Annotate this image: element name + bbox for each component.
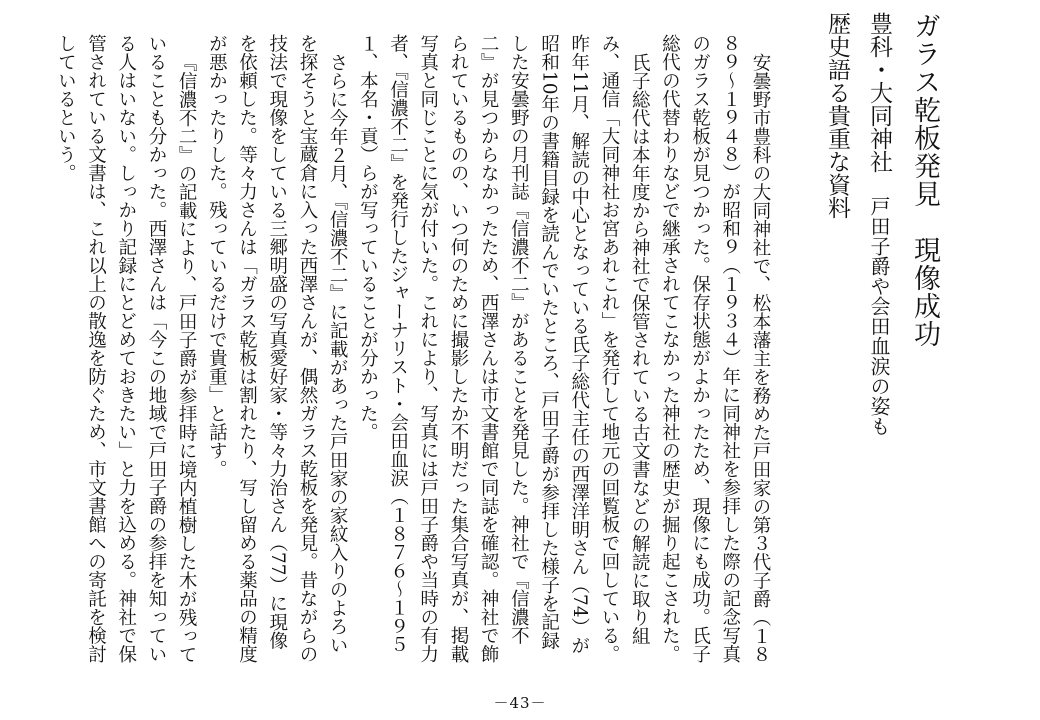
body-paragraph: 『信濃不二』の記載により、戸田子爵が参拝時に境内植樹した木が残っていることも分かった。西澤さんは「今この地域で戸田子爵の参拝を知っている人はいない。しっかり記録にとどめておきたい」と力を込める。神社で保管されている文書は、これ以上の散逸を防ぐため、市文書館への寄託を検討しているという。 [55, 34, 198, 663]
article-subtitle-2: 歴史語る貴重な資料 [824, 12, 850, 219]
body-paragraph: 氏子総代は本年度から神社で保管されている古文書などの解読に取り組み、通信「大同神社お宮あれこれ」を発行して地元の回覧板で回している。昨年11月、解読の中心となっている氏子総代主任の西澤洋明さん（74）が昭和10年の書籍目録を読んでいたところ、戸田子爵が参拝した様子を記録した安曇野の月刊誌『信濃不二』があることを発見した。神社で『信濃不二』が見つからなかったため、西澤さんは市文書館で同誌を確認。神社で飾られているものの、いつ何のために撮影したか不明だった集合写真が、掲載写真と同じことに気が付いた。これにより、写真には戸田子爵や当時の有力者、『信濃不二』を発行したジャーナリスト・会田血涙（１８７６～１９５１、本名・貢）らが写っていることが分かった。 [357, 34, 651, 663]
body-paragraph: さらに今年２月、『信濃不二』に記載があった戸田家の家紋入りのよろいを探そうと宝蔵倉に入った西澤さんが、偶然ガラス乾板を発見。昔ながらの技法で現像をしている三郷明盛の写真愛好家・等々力治さん（77）に現像を依頼した。等々力さんは「ガラス乾板は割れたり、写し留める薬品の精度が悪かったりした。残っているだけで貴重」と話す。 [206, 34, 349, 663]
article-title: ガラス乾板発見 現像成功 [909, 12, 940, 348]
body-paragraph: 安曇野市豊科の大同神社で、松本藩主を務めた戸田家の第３代子爵（１８８９～１９４８）が昭和９（１９３４）年に同神社を参拝した際の記念写真のガラス乾板が見つかった。保存状態がよかったため、現像にも成功。氏子総代の代替わりなどで継承されてこなかった神社の歴史が掘り起こされた。 [659, 34, 771, 663]
article-subtitle [858, 12, 900, 632]
subtitle-names: 戸田子爵や会田血涙の姿も [867, 196, 891, 436]
heading-block [816, 12, 948, 632]
page-number: －43－ [493, 694, 547, 712]
article-body [55, 34, 775, 664]
subtitle-place: 豊科・大同神社 [866, 12, 892, 173]
